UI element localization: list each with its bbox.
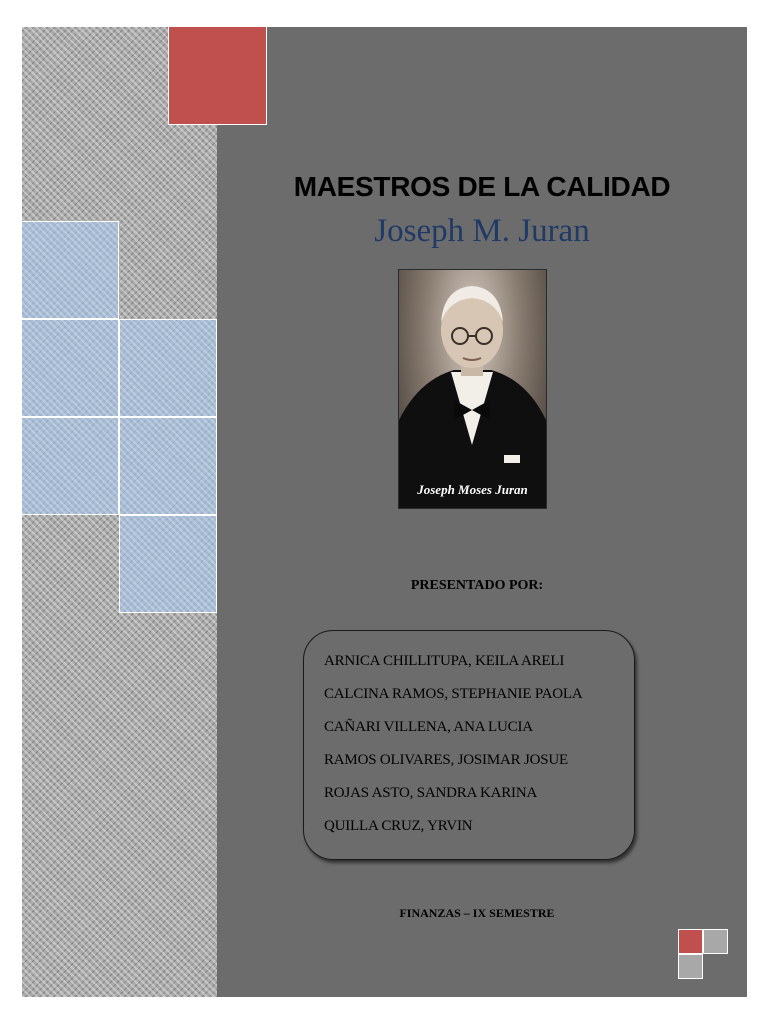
decorative-blue-tile xyxy=(120,516,216,612)
author-name: CAÑARI VILLENA, ANA LUCIA xyxy=(324,719,533,735)
document-title: MAESTROS DE LA CALIDAD xyxy=(293,171,671,202)
author-name: QUILLA CRUZ, YRVIN xyxy=(324,818,473,834)
author-name: ARNICA CHILLITUPA, KEILA ARELI xyxy=(324,653,565,669)
document-cover xyxy=(22,27,747,997)
decorative-blue-tile xyxy=(22,418,118,514)
decorative-blue-tile xyxy=(22,320,118,416)
decorative-blue-tile xyxy=(120,418,216,514)
portrait-illustration xyxy=(399,270,546,508)
author-name: RAMOS OLIVARES, JOSIMAR JOSUE xyxy=(324,752,568,768)
decorative-mini-gray-square xyxy=(679,955,702,978)
authors-box xyxy=(303,630,635,860)
course-footer: FINANZAS – IX SEMESTRE xyxy=(399,906,555,920)
decorative-pattern-strip xyxy=(22,27,217,997)
decorative-mini-gray-square xyxy=(704,930,727,953)
decorative-blue-tile xyxy=(120,320,216,416)
decorative-mini-red-square xyxy=(679,930,702,953)
author-name: ROJAS ASTO, SANDRA KARINA xyxy=(324,785,538,801)
photo-caption: Joseph Moses Juran xyxy=(417,482,528,497)
document-subtitle: Joseph M. Juran xyxy=(374,213,590,249)
decorative-red-tile xyxy=(169,27,266,124)
author-name: CALCINA RAMOS, STEPHANIE PAOLA xyxy=(324,686,583,702)
authors-list xyxy=(304,631,634,843)
portrait-photo xyxy=(398,269,547,509)
presented-by-label: PRESENTADO POR: xyxy=(410,578,544,593)
decorative-blue-tile xyxy=(22,222,118,318)
